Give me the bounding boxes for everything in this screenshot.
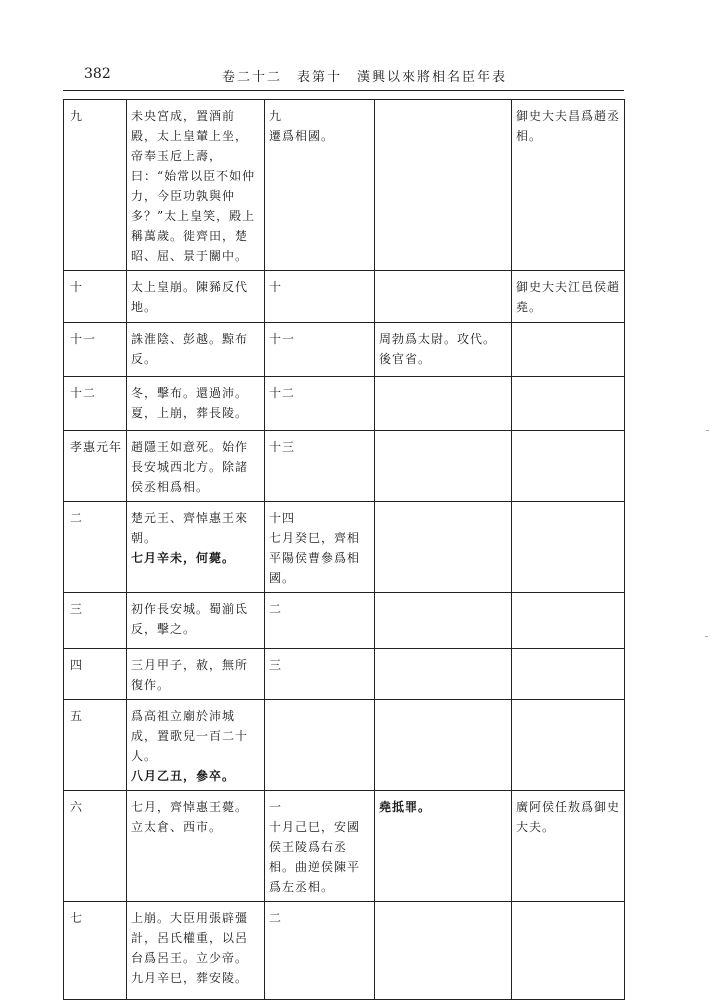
general-cell: [375, 791, 512, 902]
cell-text: 楚元王、齊悼惠王來朝。: [131, 511, 249, 545]
events-cell: [127, 100, 265, 271]
cell-text: 一: [269, 800, 283, 814]
table-row: [64, 502, 625, 593]
year-cell: [64, 100, 127, 271]
cell-text: 周勃爲太尉。攻代。後官省。: [379, 332, 497, 366]
cell-text: 上崩。大臣用張辟彊計，呂氏權重，以呂台爲呂王。立少帝。九月辛巳，葬安陵。: [131, 911, 249, 985]
events-cell: [127, 271, 265, 323]
cell-text: 爲高祖立廟於沛城成，置歌兒一百二十人。: [131, 709, 249, 763]
cell-text: 御史大夫昌爲趙丞相。: [516, 109, 621, 143]
header-rule: [63, 90, 624, 91]
chancellor-cell: [265, 502, 375, 593]
year-cell: [64, 431, 127, 502]
cell-text: 冬，擊布。還過沛。夏，上崩，葬長陵。: [131, 386, 249, 420]
table-row: [64, 377, 625, 431]
year-cell: [64, 271, 127, 323]
year-label: 二: [70, 511, 84, 525]
table-row: [64, 323, 625, 377]
censor-cell: [512, 791, 625, 902]
censor-cell: [512, 902, 625, 1000]
cell-text: 九: [269, 109, 283, 123]
chancellor-cell: [265, 649, 375, 700]
events-cell: [127, 377, 265, 431]
page-number: 382: [84, 66, 111, 82]
events-cell: [127, 323, 265, 377]
table-row: [64, 431, 625, 502]
chancellor-cell: [265, 431, 375, 502]
year-cell: [64, 791, 127, 902]
margin-mark: [705, 636, 708, 637]
year-label: 六: [70, 800, 84, 814]
cell-text: 十一: [269, 332, 296, 346]
year-cell: [64, 593, 127, 649]
table-row: [64, 700, 625, 791]
general-cell: [375, 100, 512, 271]
table-row: [64, 791, 625, 902]
cell-text: 堯抵罪。: [379, 800, 432, 814]
year-label: 七: [70, 911, 84, 925]
cell-text: 御史大夫江邑侯趙堯。: [516, 280, 621, 314]
table-row: [64, 100, 625, 271]
general-cell: [375, 502, 512, 593]
year-cell: [64, 649, 127, 700]
running-head: 卷二十二 表第十 漢興以來將相名臣年表: [222, 70, 508, 85]
events-cell: [127, 791, 265, 902]
cell-text: 十三: [269, 440, 296, 454]
cell-text: 三: [269, 658, 283, 672]
year-label: 四: [70, 658, 84, 672]
censor-cell: [512, 502, 625, 593]
censor-cell: [512, 649, 625, 700]
events-cell: [127, 431, 265, 502]
table-row: [64, 593, 625, 649]
cell-text: 初作長安城。蜀湔氐反，擊之。: [131, 602, 249, 636]
chancellor-cell: [265, 100, 375, 271]
censor-cell: [512, 323, 625, 377]
censor-cell: [512, 377, 625, 431]
cell-text: 七月癸巳，齊相平陽侯曹參爲相國。: [269, 531, 361, 585]
general-cell: [375, 377, 512, 431]
year-cell: [64, 323, 127, 377]
margin-mark: [706, 430, 709, 431]
cell-text: 二: [269, 602, 283, 616]
censor-cell: [512, 700, 625, 791]
events-cell: [127, 593, 265, 649]
year-label: 十: [70, 280, 84, 294]
censor-cell: [512, 431, 625, 502]
year-cell: [64, 377, 127, 431]
chancellor-cell: [265, 377, 375, 431]
table-row: [64, 902, 625, 1000]
table-row: [64, 271, 625, 323]
censor-cell: [512, 593, 625, 649]
year-label: 孝惠元年: [70, 440, 123, 454]
year-label: 三: [70, 602, 84, 616]
general-cell: [375, 902, 512, 1000]
censor-cell: [512, 100, 625, 271]
year-label: 十二: [70, 386, 97, 400]
cell-text: 太上皇崩。陳豨反代地。: [131, 280, 249, 314]
cell-text: 二: [269, 911, 283, 925]
chancellor-cell: [265, 902, 375, 1000]
events-cell: [127, 700, 265, 791]
events-cell: [127, 502, 265, 593]
year-label: 五: [70, 709, 84, 723]
cell-text: 趙隱王如意死。始作長安城西北方。除諸侯丞相爲相。: [131, 440, 249, 494]
general-cell: [375, 649, 512, 700]
cell-text: 誅淮陰、彭越。黥布反。: [131, 332, 249, 366]
year-cell: [64, 902, 127, 1000]
general-cell: [375, 593, 512, 649]
year-cell: [64, 700, 127, 791]
cell-text: 未央宮成，置酒前殿，太上皇輦上坐，帝奉玉卮上壽，曰：“始常以臣不如仲力，今臣功孰與仲多？”太上皇笑，殿上稱萬歲。徙齊田，楚昭、屈、景于關中。: [131, 109, 256, 263]
cell-text: 遷爲相國。: [269, 129, 335, 143]
censor-cell: [512, 271, 625, 323]
general-cell: [375, 700, 512, 791]
chancellor-cell: [265, 700, 375, 791]
cell-text: 廣阿侯任敖爲御史大夫。: [516, 800, 621, 834]
cell-text: 十四: [269, 511, 296, 525]
year-label: 九: [70, 109, 84, 123]
chancellor-cell: [265, 271, 375, 323]
cell-text: 八月乙丑，參卒。: [131, 769, 236, 783]
table-row: [64, 649, 625, 700]
events-cell: [127, 649, 265, 700]
cell-text: 七月辛未，何薨。: [131, 551, 236, 565]
year-label: 十一: [70, 332, 97, 346]
cell-text: 十月己巳，安國侯王陵爲右丞相。曲逆侯陳平爲左丞相。: [269, 820, 361, 894]
general-cell: [375, 271, 512, 323]
general-cell: [375, 431, 512, 502]
cell-text: 七月，齊悼惠王薨。立太倉、西市。: [131, 800, 249, 834]
chronology-table: [63, 99, 625, 1000]
chancellor-cell: [265, 791, 375, 902]
cell-text: 十二: [269, 386, 296, 400]
chancellor-cell: [265, 323, 375, 377]
cell-text: 十: [269, 280, 283, 294]
general-cell: [375, 323, 512, 377]
table-body: [64, 100, 625, 1000]
year-cell: [64, 502, 127, 593]
cell-text: 三月甲子，赦，無所復作。: [131, 658, 249, 692]
events-cell: [127, 902, 265, 1000]
chancellor-cell: [265, 593, 375, 649]
